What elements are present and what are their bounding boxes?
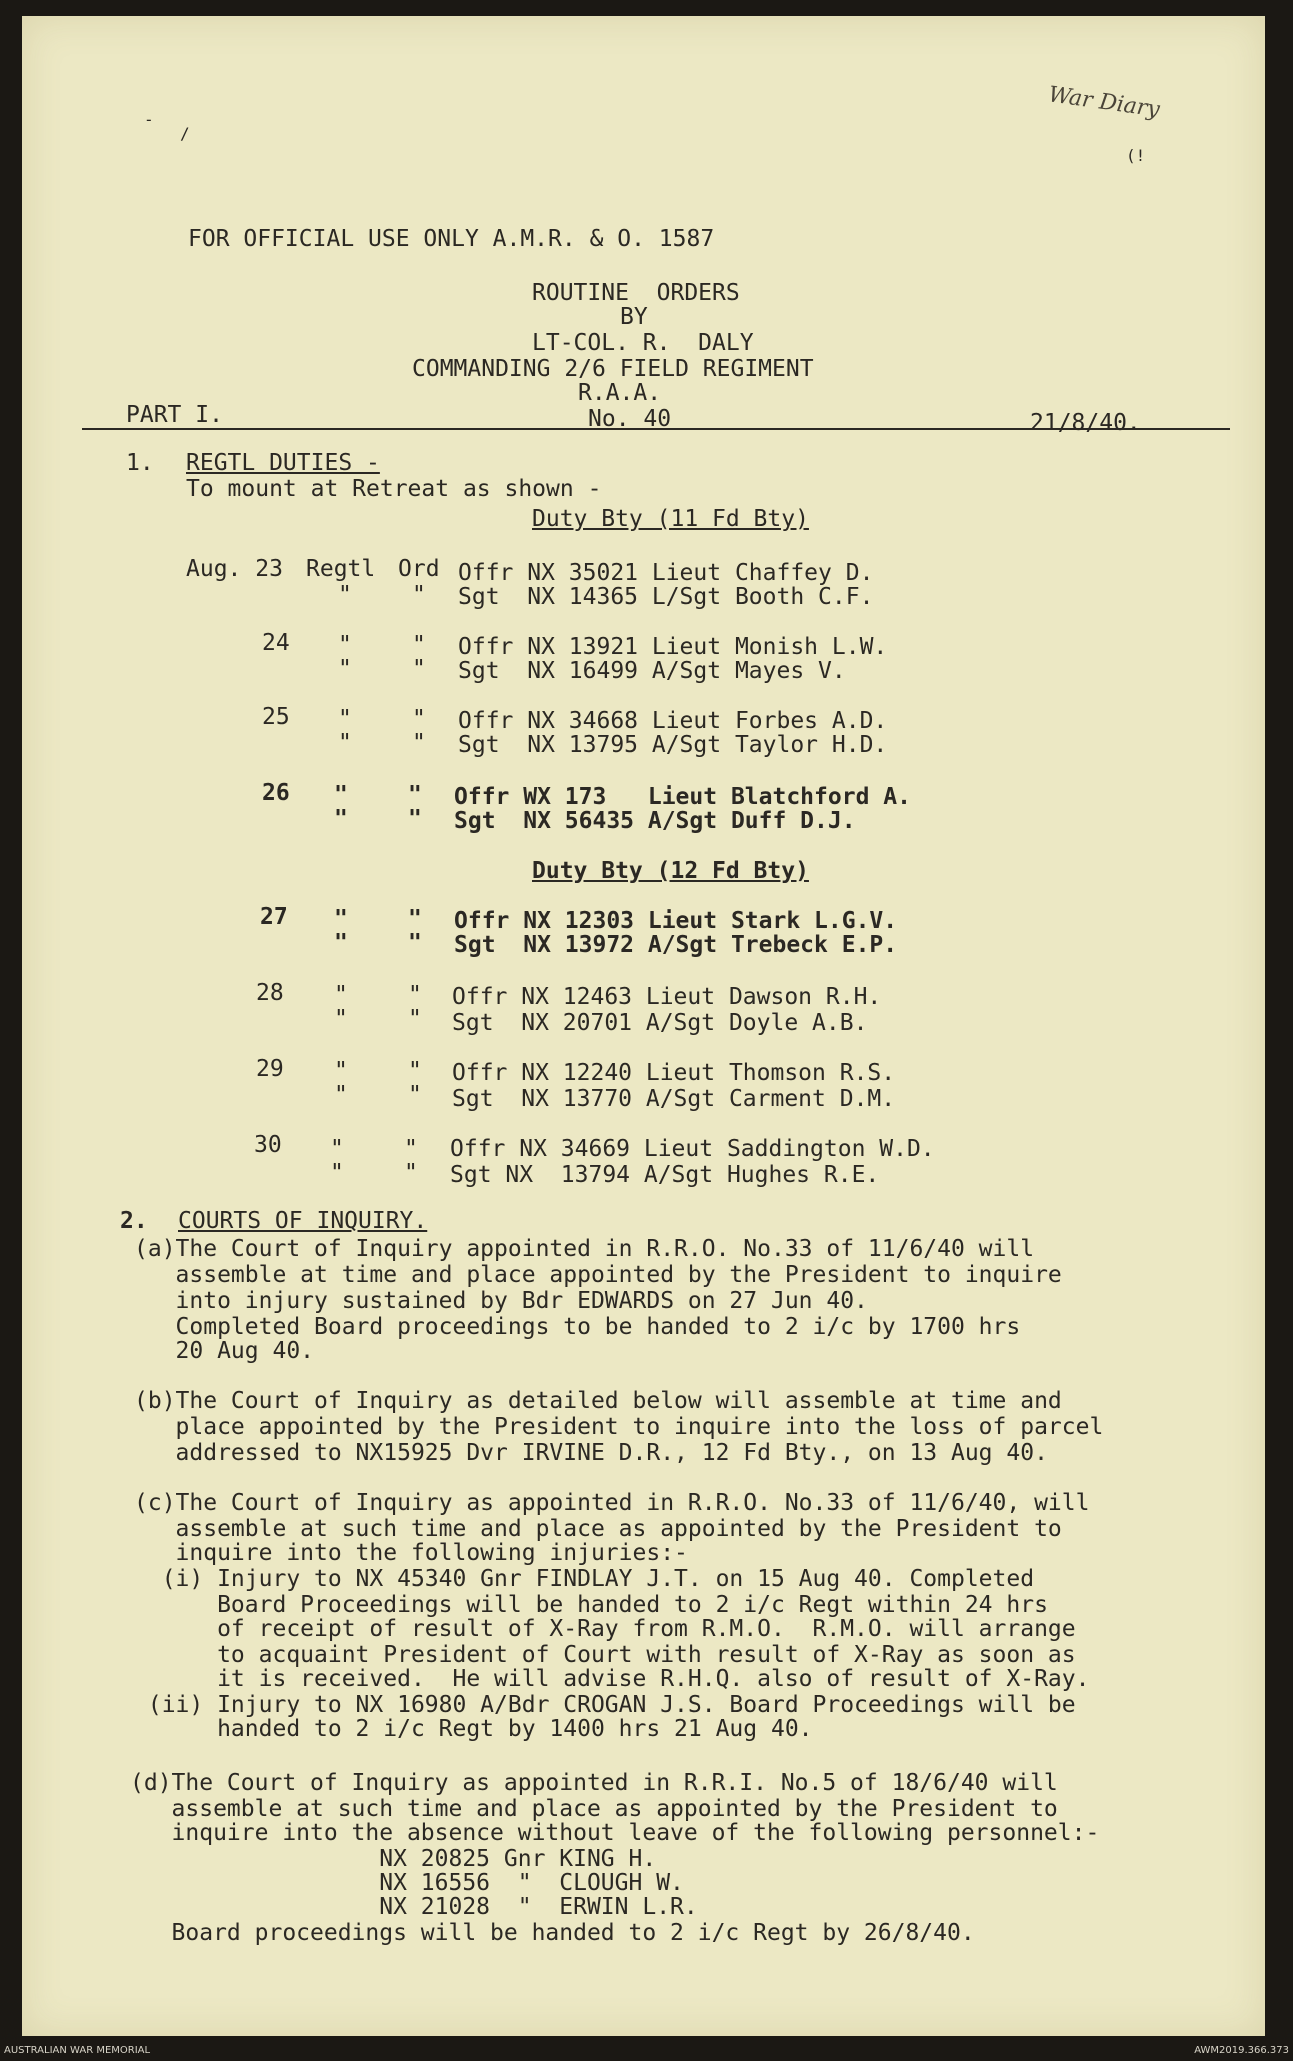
official-line: FOR OFFICIAL USE ONLY A.M.R. & O. 1587	[188, 226, 715, 252]
duty-officer: Offr WX 173 Lieut Blatchford A.	[454, 784, 911, 810]
duty-sergeant: Sgt NX 56435 A/Sgt Duff D.J.	[454, 808, 856, 834]
paragraph-line: inquire into the absence without leave of the following personnel:-	[130, 1820, 1100, 1846]
title-line: LT-COL. R. DALY	[532, 330, 754, 356]
duty-day: 24	[262, 630, 290, 656]
paragraph-line: Board proceedings will be handed to 2 i/c Regt by 26/8/40.	[130, 1920, 975, 1946]
duty-col-a: "	[330, 1160, 344, 1186]
handwritten-annotation: War Diary	[1046, 82, 1162, 123]
duty-col-a: "	[334, 782, 348, 808]
duty-col-b: "	[412, 582, 426, 608]
duty-col-a: Regtl	[306, 556, 376, 582]
duty-col-a: "	[338, 582, 352, 608]
duty-battery-heading: Duty Bty (12 Fd Bty)	[532, 858, 809, 884]
duty-col-b: "	[408, 1006, 422, 1032]
title-line: R.A.A.	[578, 380, 662, 406]
duty-col-a: "	[338, 632, 352, 658]
duty-col-a: "	[334, 906, 348, 932]
duty-officer: Offr NX 12303 Lieut Stark L.G.V.	[454, 908, 898, 934]
duty-officer: Offr NX 34669 Lieut Saddington W.D.	[450, 1136, 935, 1162]
ink-mark: /	[180, 124, 190, 143]
duty-officer: Offr NX 12240 Lieut Thomson R.S.	[452, 1060, 896, 1086]
section-intro: To mount at Retreat as shown -	[186, 476, 602, 502]
duty-col-a: "	[334, 806, 348, 832]
section-number: 1.	[126, 450, 154, 476]
duty-day: 26	[262, 780, 290, 806]
paragraph-line: (b)The Court of Inquiry as detailed below will assemble at time and	[134, 1388, 1062, 1414]
duty-col-b: "	[408, 906, 422, 932]
paragraph-line: (i) Injury to NX 45340 Gnr FINDLAY J.T. on 15 Aug 40. Completed	[134, 1566, 1035, 1592]
duty-sergeant: Sgt NX 13770 A/Sgt Carment D.M.	[452, 1086, 896, 1112]
paragraph-line: inquire into the following injuries:-	[134, 1540, 688, 1566]
duty-col-b: "	[408, 1058, 422, 1084]
duty-col-b: "	[408, 1082, 422, 1108]
paragraph-line: NX 21028 " ERWIN L.R.	[130, 1894, 698, 1920]
title-line: COMMANDING 2/6 FIELD REGIMENT	[412, 356, 814, 382]
paragraph-line: assemble at such time and place as appointed by the President to	[134, 1516, 1062, 1542]
paragraph-line: to acquaint President of Court with result of X-Ray as soon as	[134, 1642, 1076, 1668]
duty-col-a: "	[334, 982, 348, 1008]
paragraph-line: (ii) Injury to NX 16980 A/Bdr CROGAN J.S. Board Proceedings will be	[134, 1692, 1076, 1718]
duty-col-b: "	[412, 656, 426, 682]
order-number: No. 40	[588, 406, 672, 432]
duty-col-a: "	[330, 1136, 344, 1162]
ink-mark: -	[144, 110, 154, 129]
paragraph-line: it is received. He will advise R.H.Q. also of result of X-Ray.	[134, 1666, 1090, 1692]
duty-col-b: "	[408, 806, 422, 832]
duty-col-b: Ord	[398, 556, 440, 582]
duty-col-b: "	[404, 1160, 418, 1186]
duty-col-a: "	[338, 730, 352, 756]
duty-col-b: "	[412, 632, 426, 658]
header-rule	[82, 428, 1230, 430]
duty-col-a: "	[334, 930, 348, 956]
paragraph-line: into injury sustained by Bdr EDWARDS on 27 Jun 40.	[134, 1288, 868, 1314]
paragraph-line: (d)The Court of Inquiry as appointed in R.R.I. No.5 of 18/6/40 will	[130, 1770, 1058, 1796]
paragraph-line: NX 16556 " CLOUGH W.	[130, 1870, 684, 1896]
duty-sergeant: Sgt NX 14365 L/Sgt Booth C.F.	[458, 584, 874, 610]
duty-col-b: "	[404, 1136, 418, 1162]
duty-col-a: "	[338, 656, 352, 682]
archive-footer	[0, 2043, 1293, 2061]
duty-day: 25	[262, 704, 290, 730]
paragraph-line: Board Proceedings will be handed to 2 i/c Regt within 24 hrs	[134, 1592, 1048, 1618]
duty-sergeant: Sgt NX 13795 A/Sgt Taylor H.D.	[458, 732, 888, 758]
duty-col-a: "	[334, 1082, 348, 1108]
duty-sergeant: Sgt NX 13794 A/Sgt Hughes R.E.	[450, 1162, 880, 1188]
footer-reference: AWM2019.366.373	[1194, 2045, 1289, 2056]
duty-col-b: "	[408, 930, 422, 956]
duty-day: 27	[260, 904, 288, 930]
duty-col-b: "	[412, 730, 426, 756]
order-date: 21/8/40.	[1030, 410, 1141, 436]
paragraph-line: NX 20825 Gnr KING H.	[130, 1846, 657, 1872]
duty-day: 28	[256, 980, 284, 1006]
paragraph-line: 20 Aug 40.	[134, 1338, 315, 1364]
part-label: PART I.	[126, 402, 223, 428]
duty-day: 29	[256, 1056, 284, 1082]
duty-officer: Offr NX 34668 Lieut Forbes A.D.	[458, 708, 888, 734]
paragraph-line: (c)The Court of Inquiry as appointed in R.R.O. No.33 of 11/6/40, will	[134, 1490, 1090, 1516]
title-line: ROUTINE ORDERS	[532, 280, 740, 306]
paragraph-line: assemble at time and place appointed by the President to inquire	[134, 1262, 1062, 1288]
duty-battery-heading: Duty Bty (11 Fd Bty)	[532, 506, 809, 532]
paragraph-line: (a)The Court of Inquiry appointed in R.R.O. No.33 of 11/6/40 will	[134, 1236, 1035, 1262]
duty-col-a: "	[334, 1058, 348, 1084]
section-number: 2.	[120, 1208, 148, 1234]
duty-day: Aug. 23	[186, 556, 283, 582]
duty-col-a: "	[334, 1006, 348, 1032]
duty-officer: Offr NX 13921 Lieut Monish L.W.	[458, 634, 888, 660]
section-heading: COURTS OF INQUIRY.	[178, 1208, 428, 1234]
duty-col-b: "	[408, 782, 422, 808]
duty-day: 30	[254, 1132, 282, 1158]
duty-officer: Offr NX 35021 Lieut Chaffey D.	[458, 560, 874, 586]
title-line: BY	[620, 304, 648, 330]
duty-col-a: "	[338, 706, 352, 732]
duty-officer: Offr NX 12463 Lieut Dawson R.H.	[452, 984, 882, 1010]
duty-sergeant: Sgt NX 16499 A/Sgt Mayes V.	[458, 658, 846, 684]
paragraph-line: Completed Board proceedings to be handed to 2 i/c by 1700 hrs	[134, 1314, 1021, 1340]
paragraph-line: place appointed by the President to inquire into the loss of parcel	[134, 1414, 1104, 1440]
duty-col-b: "	[412, 706, 426, 732]
duty-col-b: "	[408, 982, 422, 1008]
duty-sergeant: Sgt NX 20701 A/Sgt Doyle A.B.	[452, 1010, 868, 1036]
paragraph-line: handed to 2 i/c Regt by 1400 hrs 21 Aug 40.	[134, 1716, 813, 1742]
paragraph-line: assemble at such time and place as appointed by the President to	[130, 1796, 1058, 1822]
paragraph-line: of receipt of result of X-Ray from R.M.O. R.M.O. will arrange	[134, 1616, 1076, 1642]
paragraph-line: addressed to NX15925 Dvr IRVINE D.R., 12 Fd Bty., on 13 Aug 40.	[134, 1440, 1048, 1466]
footer-credit: AUSTRALIAN WAR MEMORIAL	[4, 2045, 151, 2056]
duty-sergeant: Sgt NX 13972 A/Sgt Trebeck E.P.	[454, 932, 898, 958]
section-heading: REGTL DUTIES -	[186, 450, 380, 476]
ink-mark: (!	[1126, 146, 1146, 165]
